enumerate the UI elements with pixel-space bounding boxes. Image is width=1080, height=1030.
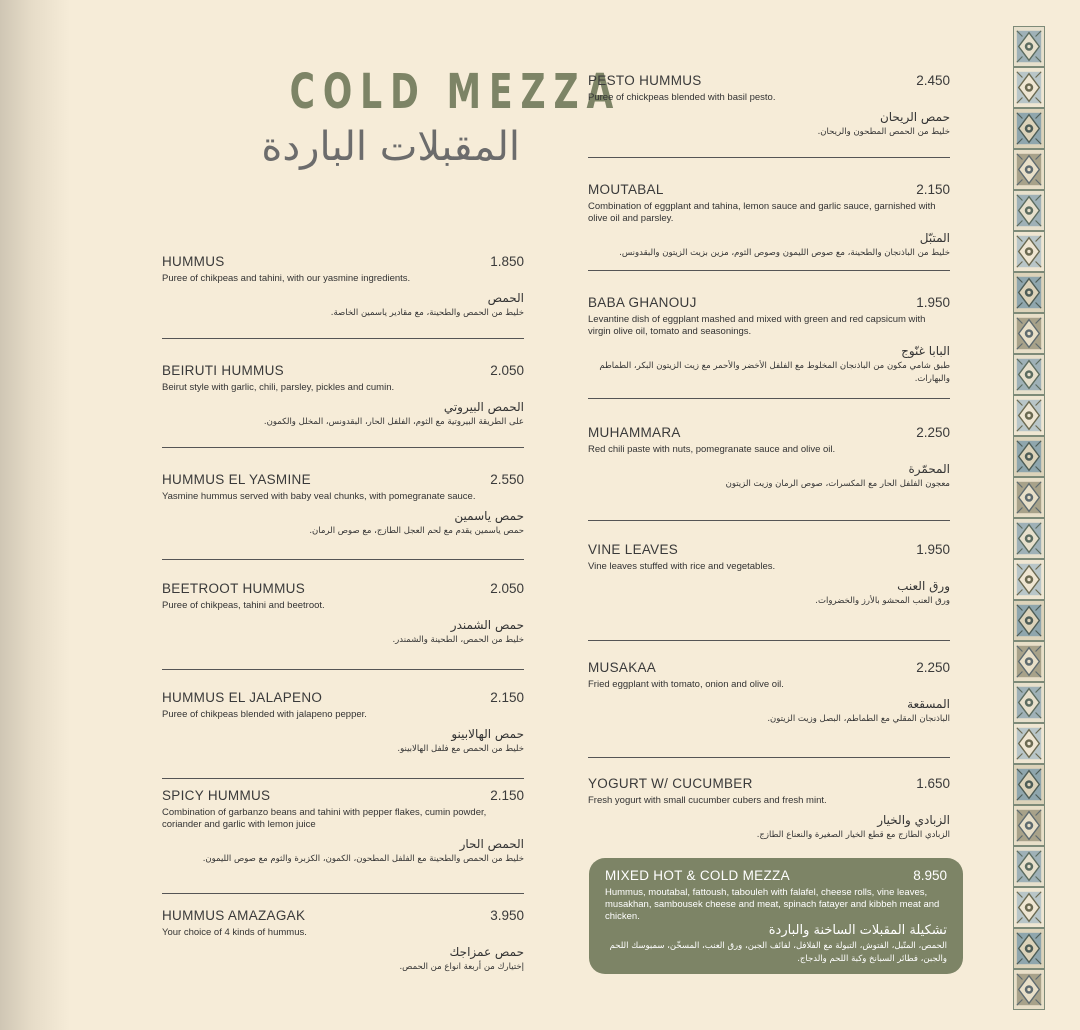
decorative-tile [1013, 354, 1045, 395]
menu-item-name: HUMMUS [162, 254, 225, 269]
menu-item-arabic-description: الحمص، المتّبل، الفتوش، التبولة مع الفلافل، لفائف الجبن، ورق العنب، المسخّن، سمبوسك اللحم والجبن، فطائر السبانخ وكبة اللحم والدجاج. [609, 941, 947, 964]
menu-item-arabic-name: الزبادي والخيار [877, 813, 950, 827]
menu-item [162, 472, 524, 538]
menu-item-name: VINE LEAVES [588, 542, 679, 557]
item-divider [162, 338, 524, 339]
menu-item-price: 2.250 [916, 660, 950, 675]
mixed-mezza-box [589, 858, 963, 974]
menu-item-name: BEIRUTI HUMMUS [162, 363, 284, 378]
decorative-tile [1013, 600, 1045, 641]
menu-item-arabic-name: المسقعة [907, 697, 950, 711]
menu-item-arabic-description: خليط من الحمص مع فلفل الهالابينو. [397, 744, 524, 754]
decorative-tile [1013, 641, 1045, 682]
menu-item-description: Fried eggplant with tomato, onion and olive oil. [588, 679, 784, 690]
decorative-tile [1013, 272, 1045, 313]
menu-item-description: Puree of chikpeas and tahini, with our yasmine ingredients. [162, 273, 411, 284]
menu-item-price: 2.550 [490, 472, 524, 487]
menu-item-arabic-name: تشكيلة المقبلات الساخنة والباردة [768, 923, 947, 938]
menu-item [162, 788, 524, 866]
item-divider [162, 778, 524, 779]
decorative-tile [1013, 887, 1045, 928]
decorative-tile [1013, 928, 1045, 969]
decorative-tile [1013, 26, 1045, 67]
menu-item-arabic-description: على الطريقة البيروتية مع الثوم، الفلفل الحار، البقدونس، المخلل والكمون. [263, 417, 524, 427]
menu-item-arabic-name: المتبّل [919, 231, 950, 245]
menu-item-price: 2.150 [490, 788, 524, 803]
menu-item-description: Your choice of 4 kinds of hummus. [162, 927, 307, 938]
decorative-tile [1013, 559, 1045, 600]
decorative-tile [1013, 313, 1045, 354]
menu-item [162, 581, 524, 647]
menu-item-price: 1.950 [916, 542, 950, 557]
menu-item-name: HUMMUS AMAZAGAK [162, 908, 306, 923]
decorative-tile [1013, 764, 1045, 805]
menu-item-price: 1.950 [916, 295, 950, 310]
item-divider [588, 520, 950, 521]
menu-item [162, 254, 524, 320]
menu-item-name: MOUTABAL [588, 182, 664, 197]
menu-item-name: PESTO HUMMUS [588, 73, 702, 88]
menu-item-arabic-description: معجون الفلفل الحار مع المكسرات، صوص الرمان وزيت الزيتون [725, 479, 950, 489]
menu-item [162, 690, 524, 756]
decorative-tile [1013, 969, 1045, 1010]
menu-item-name: HUMMUS EL YASMINE [162, 472, 311, 487]
item-divider [588, 157, 950, 158]
menu-item [588, 660, 950, 726]
menu-item [588, 182, 950, 260]
menu-item [588, 542, 950, 608]
decorative-tile [1013, 231, 1045, 272]
menu-item-description: Combination of eggplant and tahina, lemon sauce and garlic sauce, garnished with olive oil and parsley. [588, 201, 936, 224]
menu-item-name: BEETROOT HUMMUS [162, 581, 306, 596]
menu-item-arabic-name: حمص الشمندر [450, 618, 524, 632]
section-title-english: COLD MEZZA [289, 64, 622, 120]
menu-item-arabic-name: حمص الهالابينو [451, 727, 524, 741]
menu-item-description: Combination of garbanzo beans and tahini with pepper flakes, cumin powder, coriander and garlic with lemon juice [162, 807, 487, 830]
menu-item-description: Red chili paste with nuts, pomegranate sauce and olive oil. [588, 444, 836, 455]
menu-item-name: MIXED HOT & COLD MEZZA [605, 868, 790, 883]
decorative-tile [1013, 723, 1045, 764]
decorative-tile [1013, 395, 1045, 436]
item-divider [588, 398, 950, 399]
menu-item-description: Vine leaves stuffed with rice and vegetables. [588, 561, 776, 572]
menu-item-arabic-name: ورق العنب [897, 579, 950, 593]
menu-item-arabic-description: طبق شامي مكون من الباذنجان المخلوط مع الفلفل الأخضر والأحمر مع زيت الزيتون البكر، الطماطم والبهارات. [599, 361, 950, 384]
menu-item-description: Puree of chickpeas blended with basil pesto. [588, 92, 776, 103]
menu-item-arabic-name: حمص عمزاجك [449, 945, 524, 959]
menu-item-description: Fresh yogurt with small cucumber cubers and fresh mint. [588, 795, 827, 806]
menu-item [588, 73, 950, 139]
menu-item-price: 2.050 [490, 363, 524, 378]
menu-item [588, 295, 950, 386]
decorative-tile [1013, 108, 1045, 149]
menu-item-name: YOGURT W/ CUCUMBER [588, 776, 753, 791]
menu-item-description: Beirut style with garlic, chili, parsley, pickles and cumin. [162, 382, 395, 393]
menu-item-arabic-name: البابا غنّوج [901, 344, 950, 358]
menu-item-arabic-name: المحمّرة [908, 462, 950, 476]
menu-item-price: 8.950 [913, 868, 947, 883]
menu-item-price: 2.250 [916, 425, 950, 440]
menu-item-arabic-description: إختيارك من أربعة انواع من الحمص. [399, 962, 524, 972]
menu-item-arabic-description: خليط من الحمص والطحينة، مع مقادير ياسمين الخاصة. [330, 308, 524, 318]
decorative-tile [1013, 805, 1045, 846]
menu-item-price: 1.850 [490, 254, 524, 269]
decorative-tile [1013, 149, 1045, 190]
decorative-tile [1013, 67, 1045, 108]
menu-item-arabic-name: الحمص البيروتي [443, 400, 524, 414]
menu-item-description: Yasmine hummus served with baby veal chunks, with pomegranate sauce. [162, 491, 476, 502]
menu-item-price: 1.650 [916, 776, 950, 791]
item-divider [162, 669, 524, 670]
menu-item-name: MUHAMMARA [588, 425, 681, 440]
decorative-tile [1013, 436, 1045, 477]
item-divider [162, 559, 524, 560]
menu-item-description: Puree of chikpeas, tahini and beetroot. [162, 600, 325, 611]
decorative-tile-strip [1013, 26, 1045, 1010]
menu-item-arabic-description: خليط من الباذنجان والطحينة، مع صوص الليمون وصوص الثوم، مزين بزيت الزيتون والبقدونس. [619, 248, 950, 258]
decorative-tile [1013, 477, 1045, 518]
menu-item-name: BABA GHANOUJ [588, 295, 697, 310]
menu-item-arabic-description: الباذنجان المقلي مع الطماطم، البصل وزيت الزيتون. [767, 714, 950, 724]
decorative-tile [1013, 190, 1045, 231]
menu-item-price: 3.950 [490, 908, 524, 923]
menu-item [162, 363, 524, 429]
menu-item-name: SPICY HUMMUS [162, 788, 271, 803]
menu-item-name: HUMMUS EL JALAPENO [162, 690, 323, 705]
menu-item-price: 2.150 [490, 690, 524, 705]
menu-item-arabic-name: الحمص الحار [459, 837, 524, 851]
menu-item-price: 2.050 [490, 581, 524, 596]
menu-item-arabic-name: حمص الريحان [879, 110, 950, 124]
menu-item-price: 2.150 [916, 182, 950, 197]
section-title-arabic: المقبلات الباردة [261, 124, 520, 170]
item-divider [588, 640, 950, 641]
section-title [200, 62, 622, 172]
menu-item-arabic-description: خليط من الحمص، الطحينة والشمندر. [392, 635, 524, 645]
menu-item [162, 908, 524, 974]
menu-item-arabic-description: ورق العنب المحشو بالأرز والخضروات. [815, 596, 950, 606]
menu-item-description: Puree of chikpeas blended with jalapeno pepper. [162, 709, 367, 720]
decorative-tile [1013, 682, 1045, 723]
item-divider [162, 447, 524, 448]
menu-item-arabic-description: الزبادي الطازج مع قطع الخيار الصغيرة والنعناع الطازج. [756, 830, 950, 840]
menu-item-price: 2.450 [916, 73, 950, 88]
page-binding-shadow [0, 0, 70, 1030]
menu-item [588, 776, 950, 842]
menu-item-arabic-description: حمص ياسمين يقدم مع لحم العجل الطازج، مع صوص الرمان. [309, 526, 524, 536]
menu-item-description: Hummus, moutabal, fattoush, tabouleh with falafel, cheese rolls, vine leaves, musakhan, sambousek cheese and meat, spinach fatayer and kibbeh meat and chicken. [605, 887, 940, 922]
menu-item-arabic-name: الحمص [487, 291, 524, 305]
item-divider [588, 757, 950, 758]
decorative-tile [1013, 846, 1045, 887]
menu-item-arabic-description: خليط من الحمص المطحون والريحان. [817, 127, 950, 137]
decorative-tile [1013, 518, 1045, 559]
menu-item-arabic-name: حمص ياسمين [454, 509, 524, 523]
item-divider [588, 270, 950, 271]
menu-item-arabic-description: خليط من الحمص والطحينة مع الفلفل المطحون، الكمون، الكزبرة والثوم مع صوص الليمون. [202, 854, 524, 864]
item-divider [162, 893, 524, 894]
menu-item-description: Levantine dish of eggplant mashed and mixed with green and red capsicum with virgin olive oil, tomato and seasonings. [588, 314, 926, 337]
menu-item-name: MUSAKAA [588, 660, 657, 675]
menu-item [588, 425, 950, 491]
